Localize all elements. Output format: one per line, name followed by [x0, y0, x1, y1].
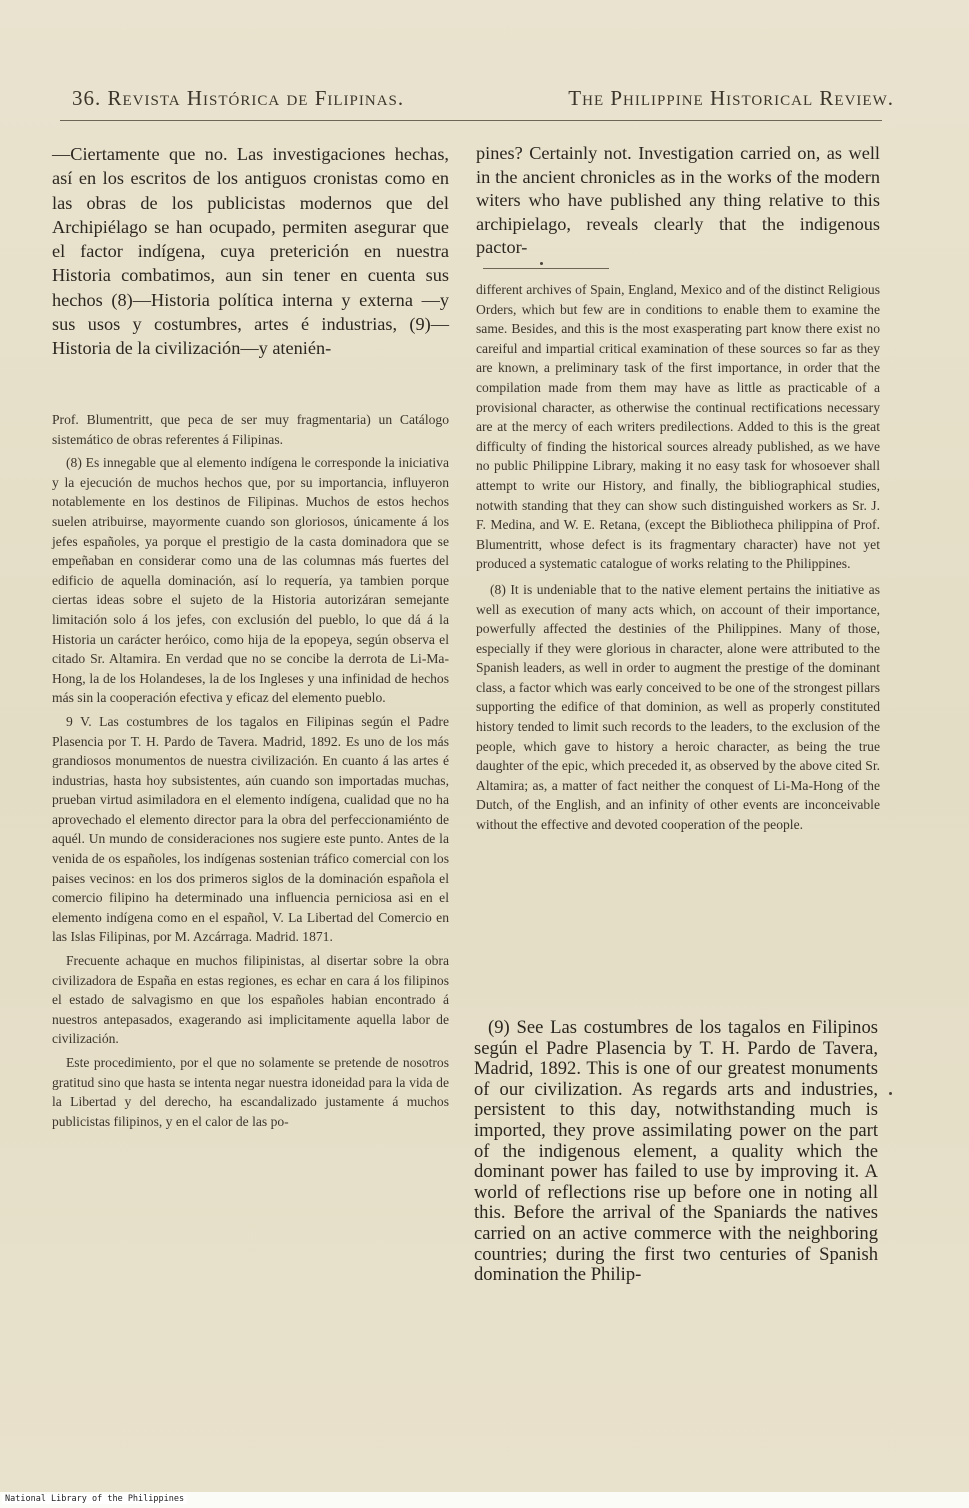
- left-footnote-8: (8) Es innegable que al elemento indígena le corresponde la iniciativa y la ejecución de muchos hechos que, por su importancia, influyeron notablemente en los destinos de Filipinas. Muchos de estos hechos suelen atribuirse, mayormente cuando son gloriosos, únicamente á los jefes españoles, ya porque el prestigio de la casta dominadora que se empeñaban en considerar como una de las columnas más fuertes del edificio de aquella dominación, así lo requería, ya tambien porque ciertas ideas sobre el sujeto de la Historia autorizáran semejante limitación solo á los jefes, con exclusión del pueblo, lo que dá á la Historia un carácter heróico, como hija de la epopeya, según observa el citado Sr. Altamira. En verdad que no se concibe la derrota de Li-Ma-Hong, la de los Holandeses, la de los Ingleses y una infinidad de hechos más sin la cooperación efectiva y eficaz del elemento pueblo.: [52, 455, 449, 706]
- ink-speck: [540, 262, 543, 265]
- left-footnotes: [52, 410, 449, 1135]
- left-footnote-9: 9 V. Las costumbres de los tagalos en Filipinas según el Padre Plasencia por T. H. Pardo de Tavera. Madrid, 1892. Es uno de los más grandiosos monumentos de nuestra civilización. En cuanto á las artes é industrias, hasta hoy subsistentes, aún cuando son importadas muchas, prueban virtud asimiladora en el elemento indígena, cualidad que no ha aprovechado el elemento director para la obra del perfeccionamiénto de aquél. Un mundo de consideraciones nos sugiere este punto. Antes de la venida de os españoles, los indígenas sostenian tráfico comercial con los paises vecinos: en los dos primeros siglos de la dominación española el comercio filipino ha determinado una influencia perniciosa asi en el elemento indígena como en el español, V. La Libertad del Comercio en las Islas Filipinas, por M. Azcárraga. Madrid. 1871.: [52, 713, 449, 945]
- right-main-text: pines? Certainly not. Investigation carried on, as well in the ancient chronicles as in the works of the modern witers who have published any thing relative to this archipielago, reveals clearly that the indigenous pactor-: [476, 143, 880, 257]
- running-header: [72, 86, 894, 118]
- header-rule: [60, 120, 882, 121]
- right-footnote-8: (8) It is undeniable that to the native element pertains the initiative as well as execution of many acts which, on account of their importance, powerfully affected the destinies of the Philippines. Many of those, especially if they were glorious in character, alone were attributed to the Spanish leaders, as well in order to augment the prestige of the dominant class, a factor which was early conceived to be one of the strongest pillars supporting the edifice of that dominion, as well as properly constituted history tended to limit such records to the leaders, to the exclusion of the people, which gave to history a heroic character, as being the true daughter of the epic, which preceded it, as observed by the above cited Sr. Altamira; as, a matter of fact neither the conquest of Li-Ma-Hong of the Dutch, of the English, and an infinity of other events are inconceivable without the effective and devoted cooperation of the people.: [476, 581, 880, 833]
- header-spanish-title: 36. Revista Histórica de Filipinas.: [72, 86, 405, 110]
- left-footnote-9-para-2: Frecuente achaque en muchos filipinistas, al disertar sobre la obra civilizadora de España en estas regiones, es echar en cara á los filipinos el estado de salvagismo en que los españoles habian encontrado á nuestros antepasados, exagerando asi implicitamente aquella labor de civilización.: [52, 953, 449, 1047]
- right-footnote-continuation: different archives of Spain, England, Mexico and of the distinct Religious Orders, which but few are in conditions to enable them to examine the same. Besides, and this is the most exasperating part know there exist no careiful and impartial critical examination of these sources so far as they are known, a preliminary task of the first importance, in order that the compilation made from them may have as little as practicable of a provisional character, as otherwise the continual rectifications necessary are at the mercy of each writers predilections. Added to this is the great difficulty of finding the historical sources already published, as we have no public Philippine Library, making it no easy task for whosoever shall attempt to write our History, and finally, the bibliographical studies, notwith standing that they can show such distinguished workers as Sr. J. F. Medina, and W. E. Retana, (except the Bibliotheca philippina of Prof. Blumentritt, whose defect is its fragmentary character) have not yet produced a systematic catalogue of works relating to the Philippines.: [476, 282, 880, 572]
- library-credit: National Library of the Philippines: [2, 1494, 187, 1504]
- ink-speck: [889, 1092, 892, 1095]
- right-footnote-9: (9) See Las costumbres de los tagalos en Filipinos según el Padre Plasencia by T. H. Pardo de Tavera, Madrid, 1892. This is one of our greatest monuments of our civilization. As regards arts and industries, persistent to this day, notwithstanding much is imported, they prove assimilating power on the part of the indigenous element, a quality which the dominant power has failed to use by improving it. A world of reflections rise up before one in noting all this. Before the arrival of the Spaniards the natives carried on an active commerce with the neighboring countries; during the first two centuries of Spanish domination the Philip-: [474, 1017, 878, 1286]
- left-footnote-9-para-3: Este procedimiento, por el que no solamente se pretende de nosotros gratitud sino que hasta se intenta negar nuestra idoneidad para la vida de la Libertad y del derecho, ha escandalizado justamente á muchos publicistas filipinos, y en el calor de las po-: [52, 1055, 449, 1129]
- right-footnotes: [476, 280, 880, 841]
- header-english-title: The Philippine Historical Review.: [568, 86, 894, 110]
- left-footnote-continuation: Prof. Blumentritt, que peca de ser muy fragmentaria) un Catálogo sistemático de obras referentes á Filipinas.: [52, 412, 449, 447]
- footnote-separator: [483, 268, 609, 269]
- left-main-text: —Ciertamente que no. Las investigaciones hechas, así en los escritos de los antiguos cronistas como en las obras de los publicistas modernos que del Archipiélago se han ocupado, permiten asegurar que el factor indígena, cuya preterición en nuestra Historia combatimos, aun sin tener en cuenta sus hechos (8)—Historia política interna y externa —y sus usos y costumbres, artes é industrias, (9)—Historia de la civilización—y atenién-: [52, 144, 449, 359]
